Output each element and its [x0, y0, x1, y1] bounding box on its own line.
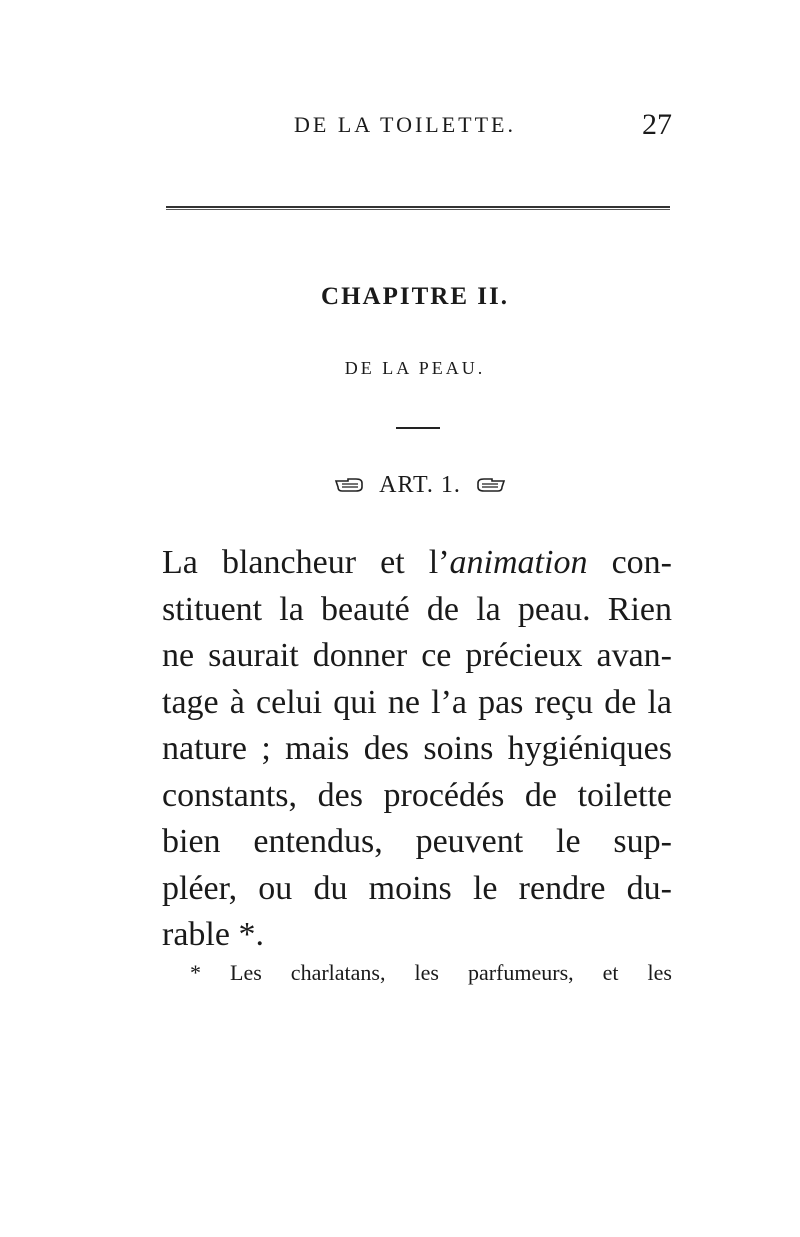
body-line: ne saurait donner ce précieux avan-	[162, 637, 672, 674]
article-heading	[0, 472, 800, 499]
page-number: 27	[642, 108, 672, 141]
body-text-span: con-	[587, 544, 672, 581]
body-line: pléer, ou du moins le rendre du-	[162, 869, 672, 907]
body-paragraph	[162, 540, 672, 959]
header-rule	[166, 206, 670, 210]
article-label: ART. 1.	[379, 472, 461, 498]
footnote: * Les charlatans, les parfumeurs, et les	[190, 960, 672, 985]
body-line: bien entendus, peuvent le sup-	[162, 823, 672, 860]
section-divider	[396, 427, 440, 429]
pointing-hand-left-icon	[476, 477, 506, 495]
running-head	[160, 108, 672, 144]
chapter-subtitle: DE LA PEAU.	[344, 358, 486, 378]
body-line: constants, des procédés de toilette	[162, 776, 672, 814]
body-line: rable *.	[162, 916, 264, 953]
italic-word: animation	[449, 544, 588, 581]
body-line: nature ; mais des soins hygiéniques	[162, 730, 672, 767]
pointing-hand-right-icon	[334, 477, 364, 495]
running-title: DE LA TOILETTE.	[294, 112, 516, 137]
body-line: stituent la beauté de la peau. Rien	[162, 590, 672, 628]
body-text-span: La blancheur et l’	[162, 544, 450, 581]
chapter-title: CHAPITRE II.	[321, 283, 509, 310]
body-line: tage à celui qui ne l’a pas reçu de la	[162, 683, 672, 721]
body-line	[162, 540, 672, 587]
